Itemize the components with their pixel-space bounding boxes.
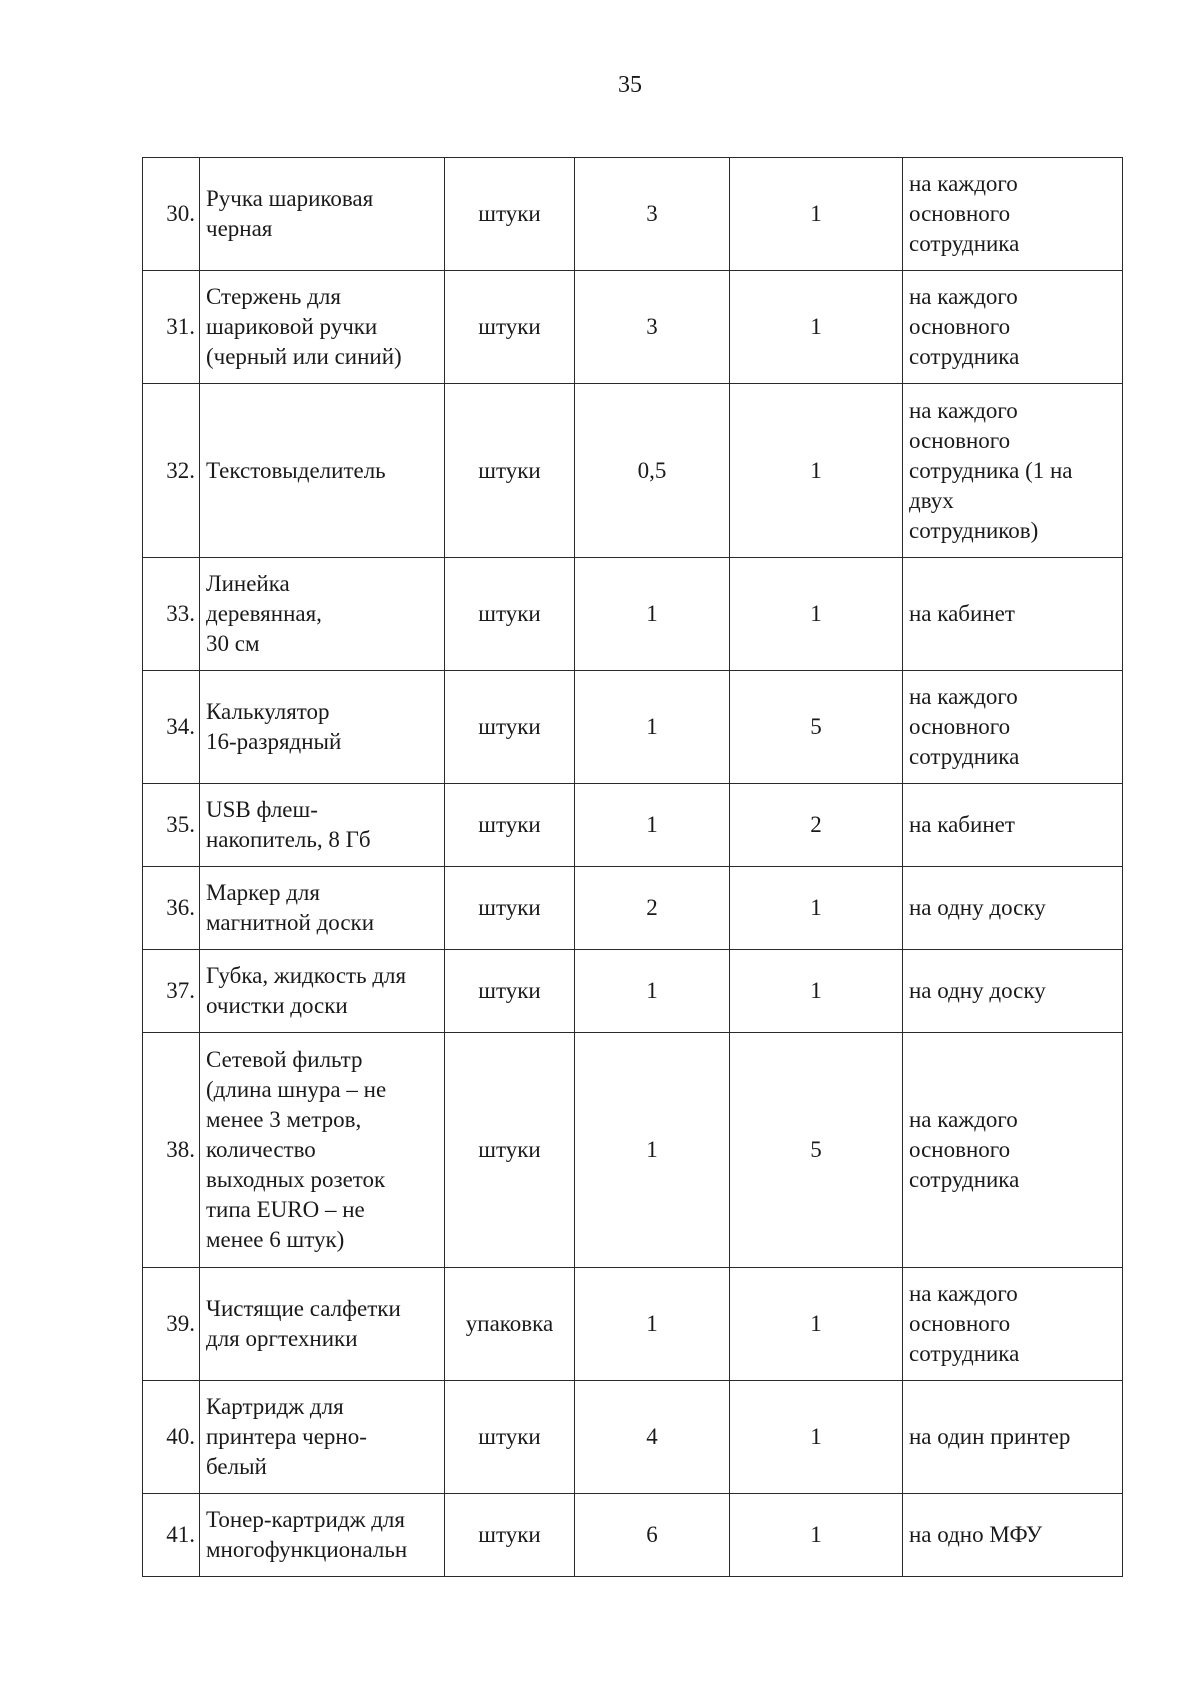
table-row xyxy=(143,1494,1123,1577)
table-row xyxy=(143,950,1123,1033)
cell-unit: штуки xyxy=(445,1381,575,1494)
table-row xyxy=(143,384,1123,558)
cell-count: 5 xyxy=(730,671,903,784)
cell-qty: 4 xyxy=(575,1381,730,1494)
cell-num: 35. xyxy=(143,784,200,867)
cell-unit: штуки xyxy=(445,271,575,384)
cell-qty: 1 xyxy=(575,671,730,784)
table-row xyxy=(143,867,1123,950)
cell-name: Ручка шариковая черная xyxy=(200,158,445,271)
cell-count: 1 xyxy=(730,384,903,558)
cell-qty: 1 xyxy=(575,950,730,1033)
cell-note: на кабинет xyxy=(903,558,1123,671)
cell-note: на один принтер xyxy=(903,1381,1123,1494)
cell-num: 36. xyxy=(143,867,200,950)
cell-count: 1 xyxy=(730,1268,903,1381)
cell-unit: штуки xyxy=(445,384,575,558)
cell-note: на каждого основного сотрудника xyxy=(903,1033,1123,1268)
table-row xyxy=(143,1381,1123,1494)
cell-name: Стержень для шариковой ручки (черный или синий) xyxy=(200,271,445,384)
table-row xyxy=(143,158,1123,271)
cell-name: Калькулятор 16-разрядный xyxy=(200,671,445,784)
table-row xyxy=(143,1268,1123,1381)
cell-note: на каждого основного сотрудника xyxy=(903,271,1123,384)
table-row xyxy=(143,558,1123,671)
cell-num: 40. xyxy=(143,1381,200,1494)
cell-name: Маркер для магнитной доски xyxy=(200,867,445,950)
cell-note: на каждого основного сотрудника (1 на двух сотрудников) xyxy=(903,384,1123,558)
cell-name: USB флеш- накопитель, 8 Гб xyxy=(200,784,445,867)
cell-num: 33. xyxy=(143,558,200,671)
cell-num: 34. xyxy=(143,671,200,784)
cell-name: Картридж для принтера черно- белый xyxy=(200,1381,445,1494)
cell-qty: 1 xyxy=(575,1033,730,1268)
cell-qty: 6 xyxy=(575,1494,730,1577)
cell-name: Линейка деревянная, 30 см xyxy=(200,558,445,671)
cell-unit: упаковка xyxy=(445,1268,575,1381)
cell-name: Губка, жидкость для очистки доски xyxy=(200,950,445,1033)
cell-num: 32. xyxy=(143,384,200,558)
cell-num: 39. xyxy=(143,1268,200,1381)
cell-note: на одно МФУ xyxy=(903,1494,1123,1577)
cell-name: Сетевой фильтр (длина шнура – не менее 3 метров, количество выходных розеток типа EURO – не менее 6 штук) xyxy=(200,1033,445,1268)
cell-name: Текстовыделитель xyxy=(200,384,445,558)
cell-count: 1 xyxy=(730,867,903,950)
cell-qty: 3 xyxy=(575,158,730,271)
cell-note: на каждого основного сотрудника xyxy=(903,1268,1123,1381)
table-body xyxy=(143,158,1123,1577)
cell-unit: штуки xyxy=(445,671,575,784)
cell-count: 1 xyxy=(730,271,903,384)
cell-unit: штуки xyxy=(445,1033,575,1268)
table-row xyxy=(143,271,1123,384)
cell-unit: штуки xyxy=(445,867,575,950)
cell-qty: 1 xyxy=(575,558,730,671)
cell-qty: 0,5 xyxy=(575,384,730,558)
cell-unit: штуки xyxy=(445,158,575,271)
cell-note: на кабинет xyxy=(903,784,1123,867)
cell-count: 1 xyxy=(730,158,903,271)
cell-num: 37. xyxy=(143,950,200,1033)
cell-count: 1 xyxy=(730,1494,903,1577)
cell-qty: 2 xyxy=(575,867,730,950)
cell-note: на одну доску xyxy=(903,950,1123,1033)
cell-unit: штуки xyxy=(445,784,575,867)
cell-qty: 1 xyxy=(575,784,730,867)
cell-num: 30. xyxy=(143,158,200,271)
cell-qty: 3 xyxy=(575,271,730,384)
cell-unit: штуки xyxy=(445,1494,575,1577)
cell-note: на одну доску xyxy=(903,867,1123,950)
cell-unit: штуки xyxy=(445,950,575,1033)
cell-count: 2 xyxy=(730,784,903,867)
cell-note: на каждого основного сотрудника xyxy=(903,158,1123,271)
cell-count: 1 xyxy=(730,950,903,1033)
cell-num: 41. xyxy=(143,1494,200,1577)
cell-qty: 1 xyxy=(575,1268,730,1381)
cell-num: 31. xyxy=(143,271,200,384)
cell-note: на каждого основного сотрудника xyxy=(903,671,1123,784)
table-row xyxy=(143,671,1123,784)
table-row xyxy=(143,1033,1123,1268)
table-row xyxy=(143,784,1123,867)
cell-num: 38. xyxy=(143,1033,200,1268)
page-number: 35 xyxy=(618,72,642,98)
cell-name: Тонер-картридж для многофункциональн xyxy=(200,1494,445,1577)
cell-name: Чистящие салфетки для оргтехники xyxy=(200,1268,445,1381)
cell-count: 1 xyxy=(730,1381,903,1494)
cell-count: 5 xyxy=(730,1033,903,1268)
cell-unit: штуки xyxy=(445,558,575,671)
cell-count: 1 xyxy=(730,558,903,671)
supply-norms-table xyxy=(142,157,1123,1577)
